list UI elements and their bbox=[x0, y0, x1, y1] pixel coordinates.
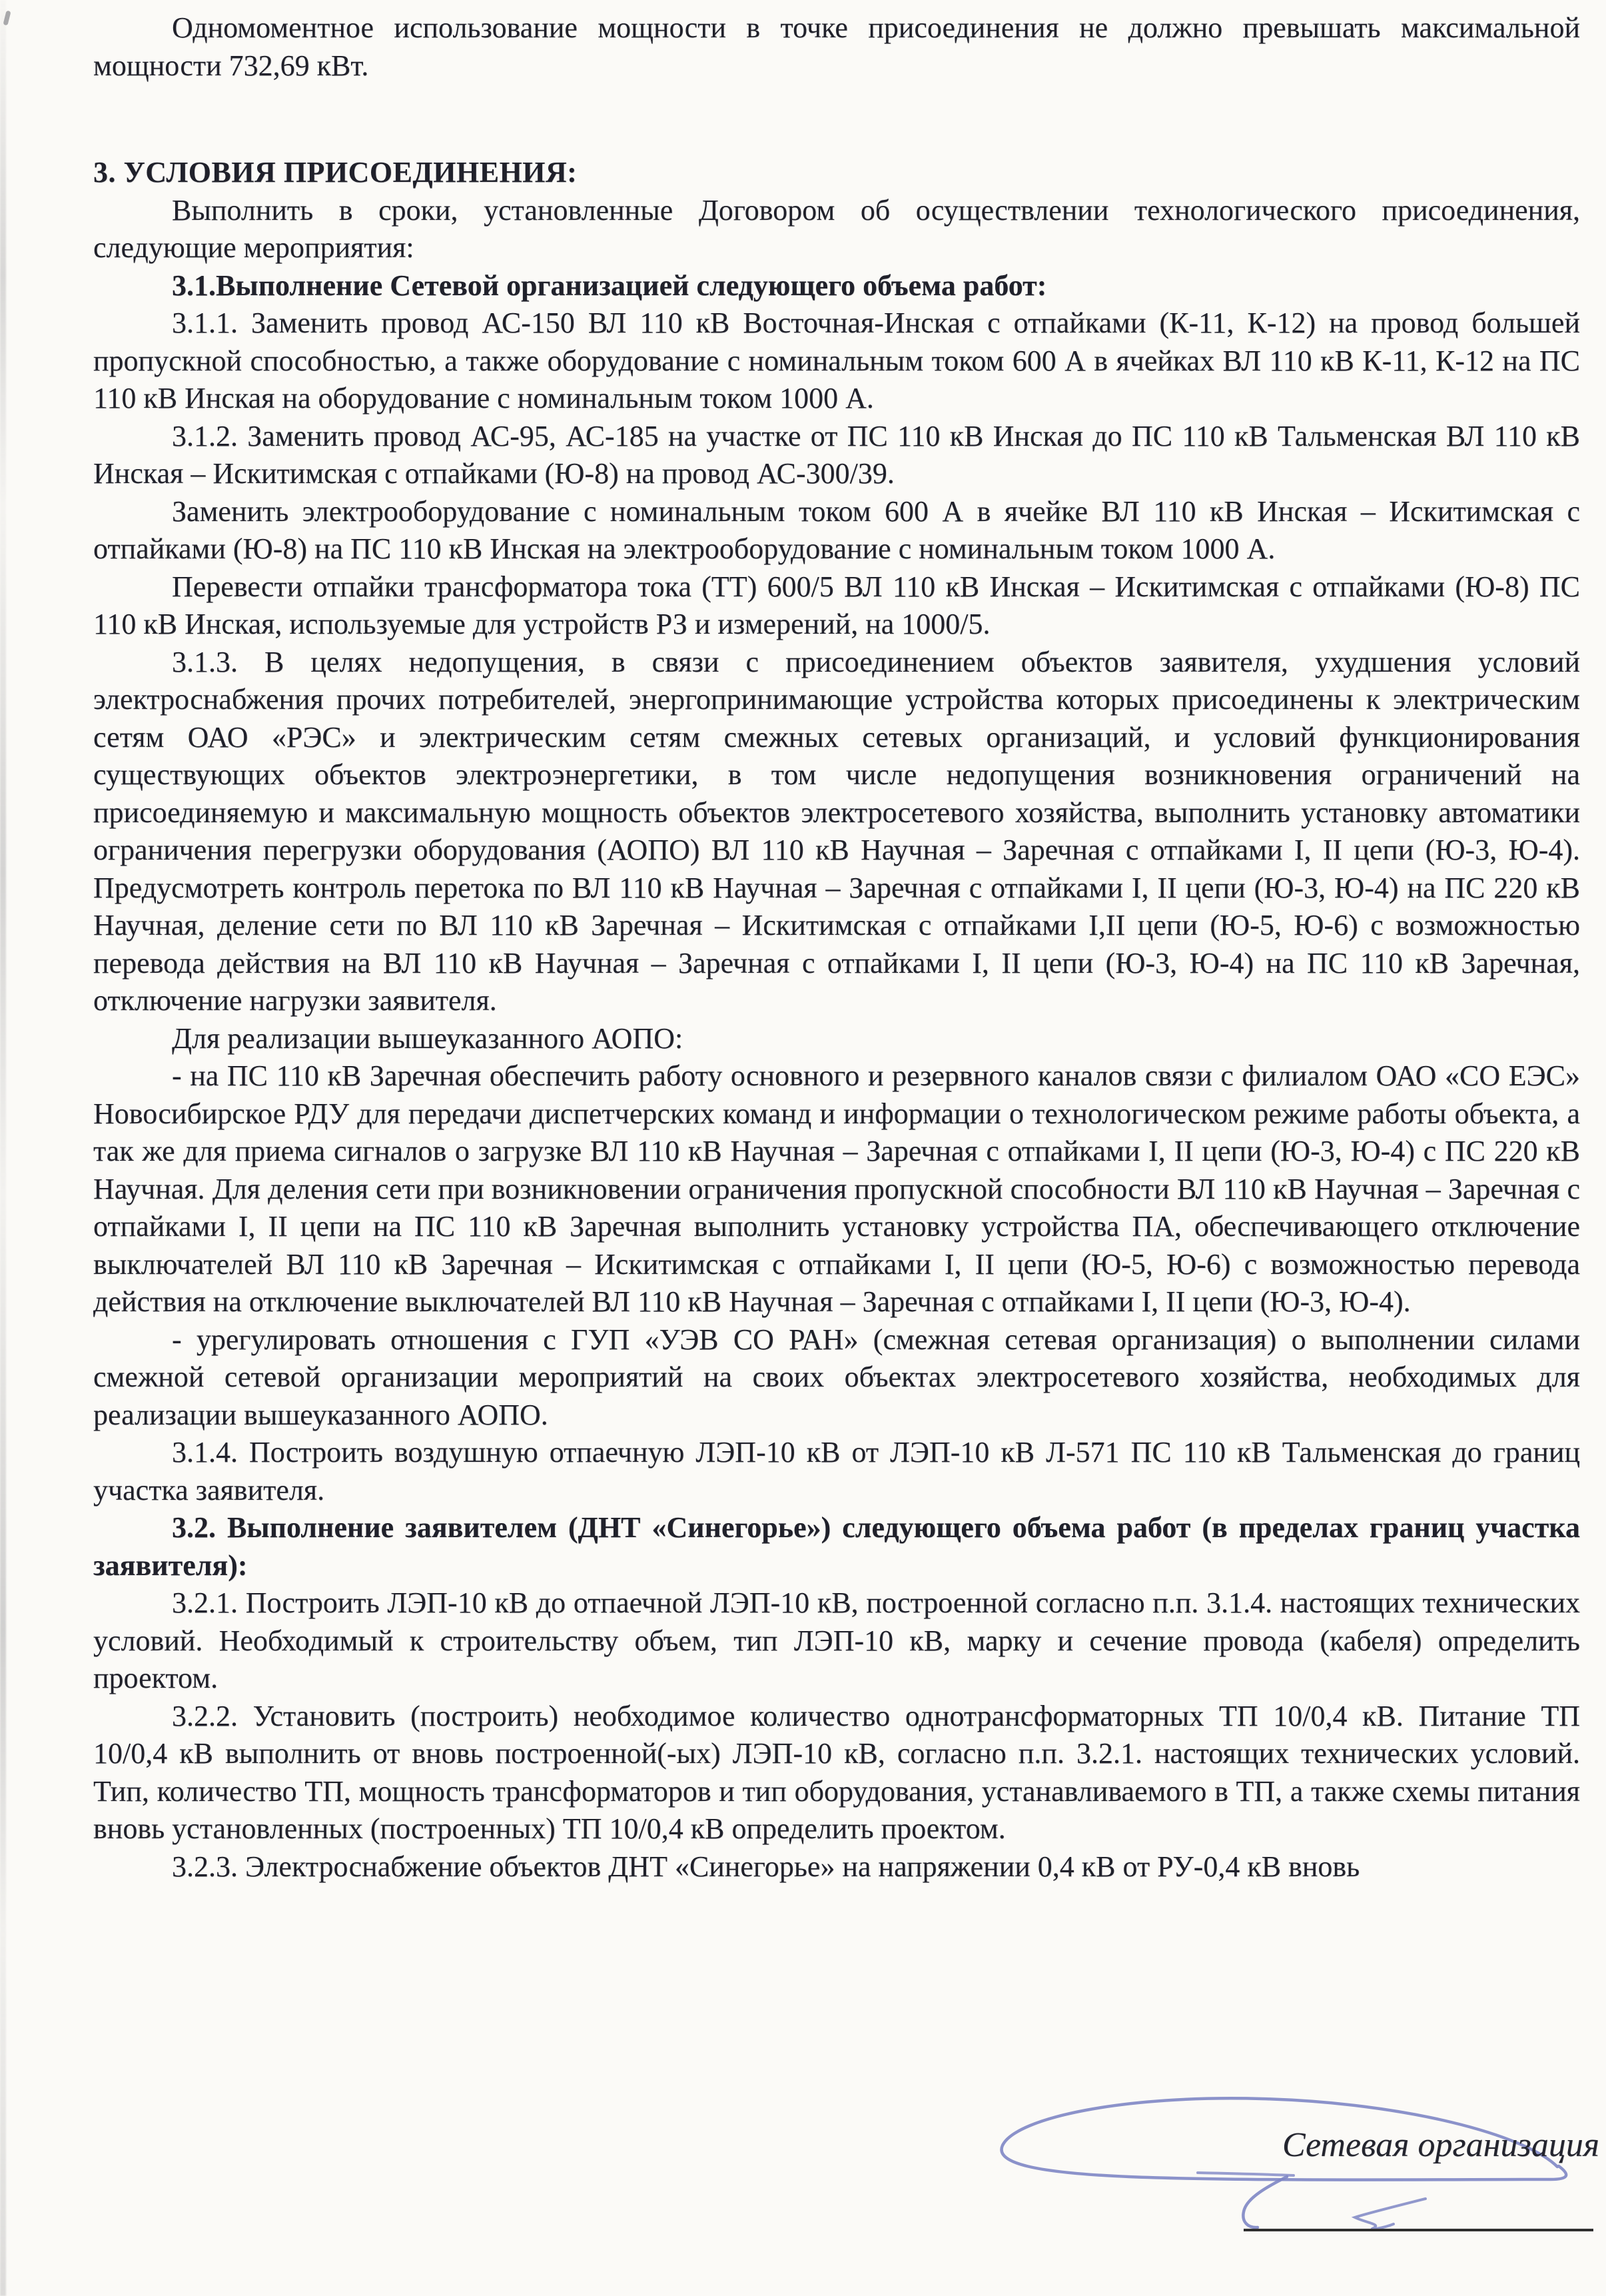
para-3-1-2-zamenit-oborudovanie: Заменить электрооборудование с номинальным током 600 А в ячейке ВЛ 110 кВ Инская – Искитимская с отпайками (Ю-8) на ПС 110 кВ Инская на электрооборудование с номинальным током 1000 А. bbox=[93, 494, 1580, 565]
signature-role-label: Сетевая организация bbox=[1282, 2126, 1599, 2164]
signature-ink-icon bbox=[966, 2085, 1605, 2285]
scan-edge-shadow bbox=[0, 0, 6, 2296]
para-3-2-2: 3.2.2. Установить (построить) необходимое количество однотрансформаторных ТП 10/0,4 кВ. Питание ТП 10/0,4 кВ выполнить от вновь построенной(-ых) ЛЭП-10 кВ, согласно п.п. 3.2.1. настоящих технических условий. Тип, количество ТП, мощность трансформаторов и тип оборудования, устанавливаемого в ТП, а также схемы питания вновь установленных (построенных) ТП 10/0,4 кВ определить проектом. bbox=[93, 1699, 1580, 1845]
para-3-1-2: 3.1.2. Заменить провод АС-95, АС-185 на участке от ПС 110 кВ Инская до ПС 110 кВ Тальменская ВЛ 110 кВ Инская – Искитимская с отпайками (Ю-8) на провод АС-300/39. bbox=[93, 419, 1580, 490]
para-vypolnit-v-sroki: Выполнить в сроки, установленные Договором об осуществлении технологического присоединения, следующие мероприятия: bbox=[93, 193, 1580, 264]
para-3-2-1: 3.2.1. Построить ЛЭП-10 кВ до отпаечной ЛЭП-10 кВ, построенной согласно п.п. 3.1.4. настоящих технических условий. Необходимый к строительству объем, тип ЛЭП-10 кВ, марку и сечение провода (кабеля) определить проектом. bbox=[93, 1586, 1580, 1694]
document-body bbox=[93, 9, 1580, 1886]
heading-usloviya-prisoedineniya: 3. УСЛОВИЯ ПРИСОЕДИНЕНИЯ: bbox=[93, 156, 578, 189]
para-aopo-item-uregulirovat: - урегулировать отношения с ГУП «УЭВ СО РАН» (смежная сетевая организация) о выполнении силами смежной сетевой организации мероприятий на своих объектах электросетевого хозяйства, необходимых для реализации вышеуказанного АОПО. bbox=[93, 1323, 1580, 1431]
para-aopo-intro: Для реализации вышеуказанного АОПО: bbox=[172, 1021, 683, 1055]
heading-3-1-setevaya-org: 3.1.Выполнение Сетевой организацией следующего объема работ: bbox=[172, 269, 1047, 302]
para-3-1-1: 3.1.1. Заменить провод АС-150 ВЛ 110 кВ Восточная-Инская с отпайками (К-11, К-12) на провод большей пропускной способностью, а также оборудование с номинальным током 600 А в ячейках ВЛ 110 кВ К-11, К-12 на ПС 110 кВ Инская на оборудование с номинальным током 1000 А. bbox=[93, 306, 1580, 414]
para-3-1-4: 3.1.4. Построить воздушную отпаечную ЛЭП-10 кВ от ЛЭП-10 кВ Л-571 ПС 110 кВ Тальменская до границ участка заявителя. bbox=[93, 1436, 1580, 1506]
para-3-1-2-perevesti-otpayki: Перевести отпайки трансформатора тока (ТТ) 600/5 ВЛ 110 кВ Инская – Искитимская с отпайками (Ю-8) ПС 110 кВ Инская, используемые для устройств РЗ и измерений, на 1000/5. bbox=[93, 570, 1580, 640]
para-3-1-3: 3.1.3. В целях недопущения, в связи с присоединением объектов заявителя, ухудшения условий электроснабжения прочих потребителей, энергопринимающие устройства которых присоединены к электрическим сетям ОАО «РЭС» и электрическим сетям смежных сетевых организаций, и условий функционирования существующих объектов электроэнергетики, в том числе недопущения возникновения ограничений на присоединяемую и максимальную мощность объектов электросетевого хозяйства, выполнить установку автоматики ограничения перегрузки оборудования (АОПО) ВЛ 110 кВ Научная – Заречная с отпайками I, II цепи (Ю-3, Ю-4). Предусмотреть контроль перетока по ВЛ 110 кВ Научная – Заречная с отпайками I, II цепи (Ю-3, Ю-4) на ПС 220 кВ Научная, деление сети по ВЛ 110 кВ Заречная – Искитимская с отпайками I,II цепи (Ю-5, Ю-6) с возможностью перевода действия на ВЛ 110 кВ Научная – Заречная с отпайками I, II цепи (Ю-3, Ю-4) на ПС 110 кВ Заречная, отключение нагрузки заявителя. bbox=[93, 645, 1580, 1017]
para-3-2-3: 3.2.3. Электроснабжение объектов ДНТ «Синегорье» на напряжении 0,4 кВ от РУ-0,4 кВ вновь bbox=[172, 1850, 1360, 1883]
para-aopo-item-kanaly-svyazi: - на ПС 110 кВ Заречная обеспечить работу основного и резервного каналов связи с филиалом ОАО «СО ЕЭС» Новосибирское РДУ для передачи диспетчерских команд и информации о технологическом режиме работы объекта, а так же для приема сигналов о загрузке ВЛ 110 кВ Научная – Заречная с отпайками I, II цепи (Ю-3, Ю-4) с ПС 220 кВ Научная. Для деления сети при возникновении ограничения пропускной способности ВЛ 110 кВ Научная – Заречная с отпайками I, II цепи на ПС 110 кВ Заречная выполнить установку устройства ПА, обеспечивающего отключение выключателей ВЛ 110 кВ Заречная – Искитимская с отпайками I, II цепи (Ю-5, Ю-6) с возможностью перевода действия на отключение выключателей ВЛ 110 кВ Научная – Заречная с отпайками I, II цепи (Ю-3, Ю-4). bbox=[93, 1059, 1580, 1318]
heading-3-2-zayavitel: 3.2. Выполнение заявителем (ДНТ «Синегорье») следующего объема работ (в пределах границ участка заявителя): bbox=[93, 1511, 1580, 1582]
para-max-power: Одномоментное использование мощности в точке присоединения не должно превышать максимальной мощности 732,69 кВт. bbox=[93, 11, 1580, 82]
